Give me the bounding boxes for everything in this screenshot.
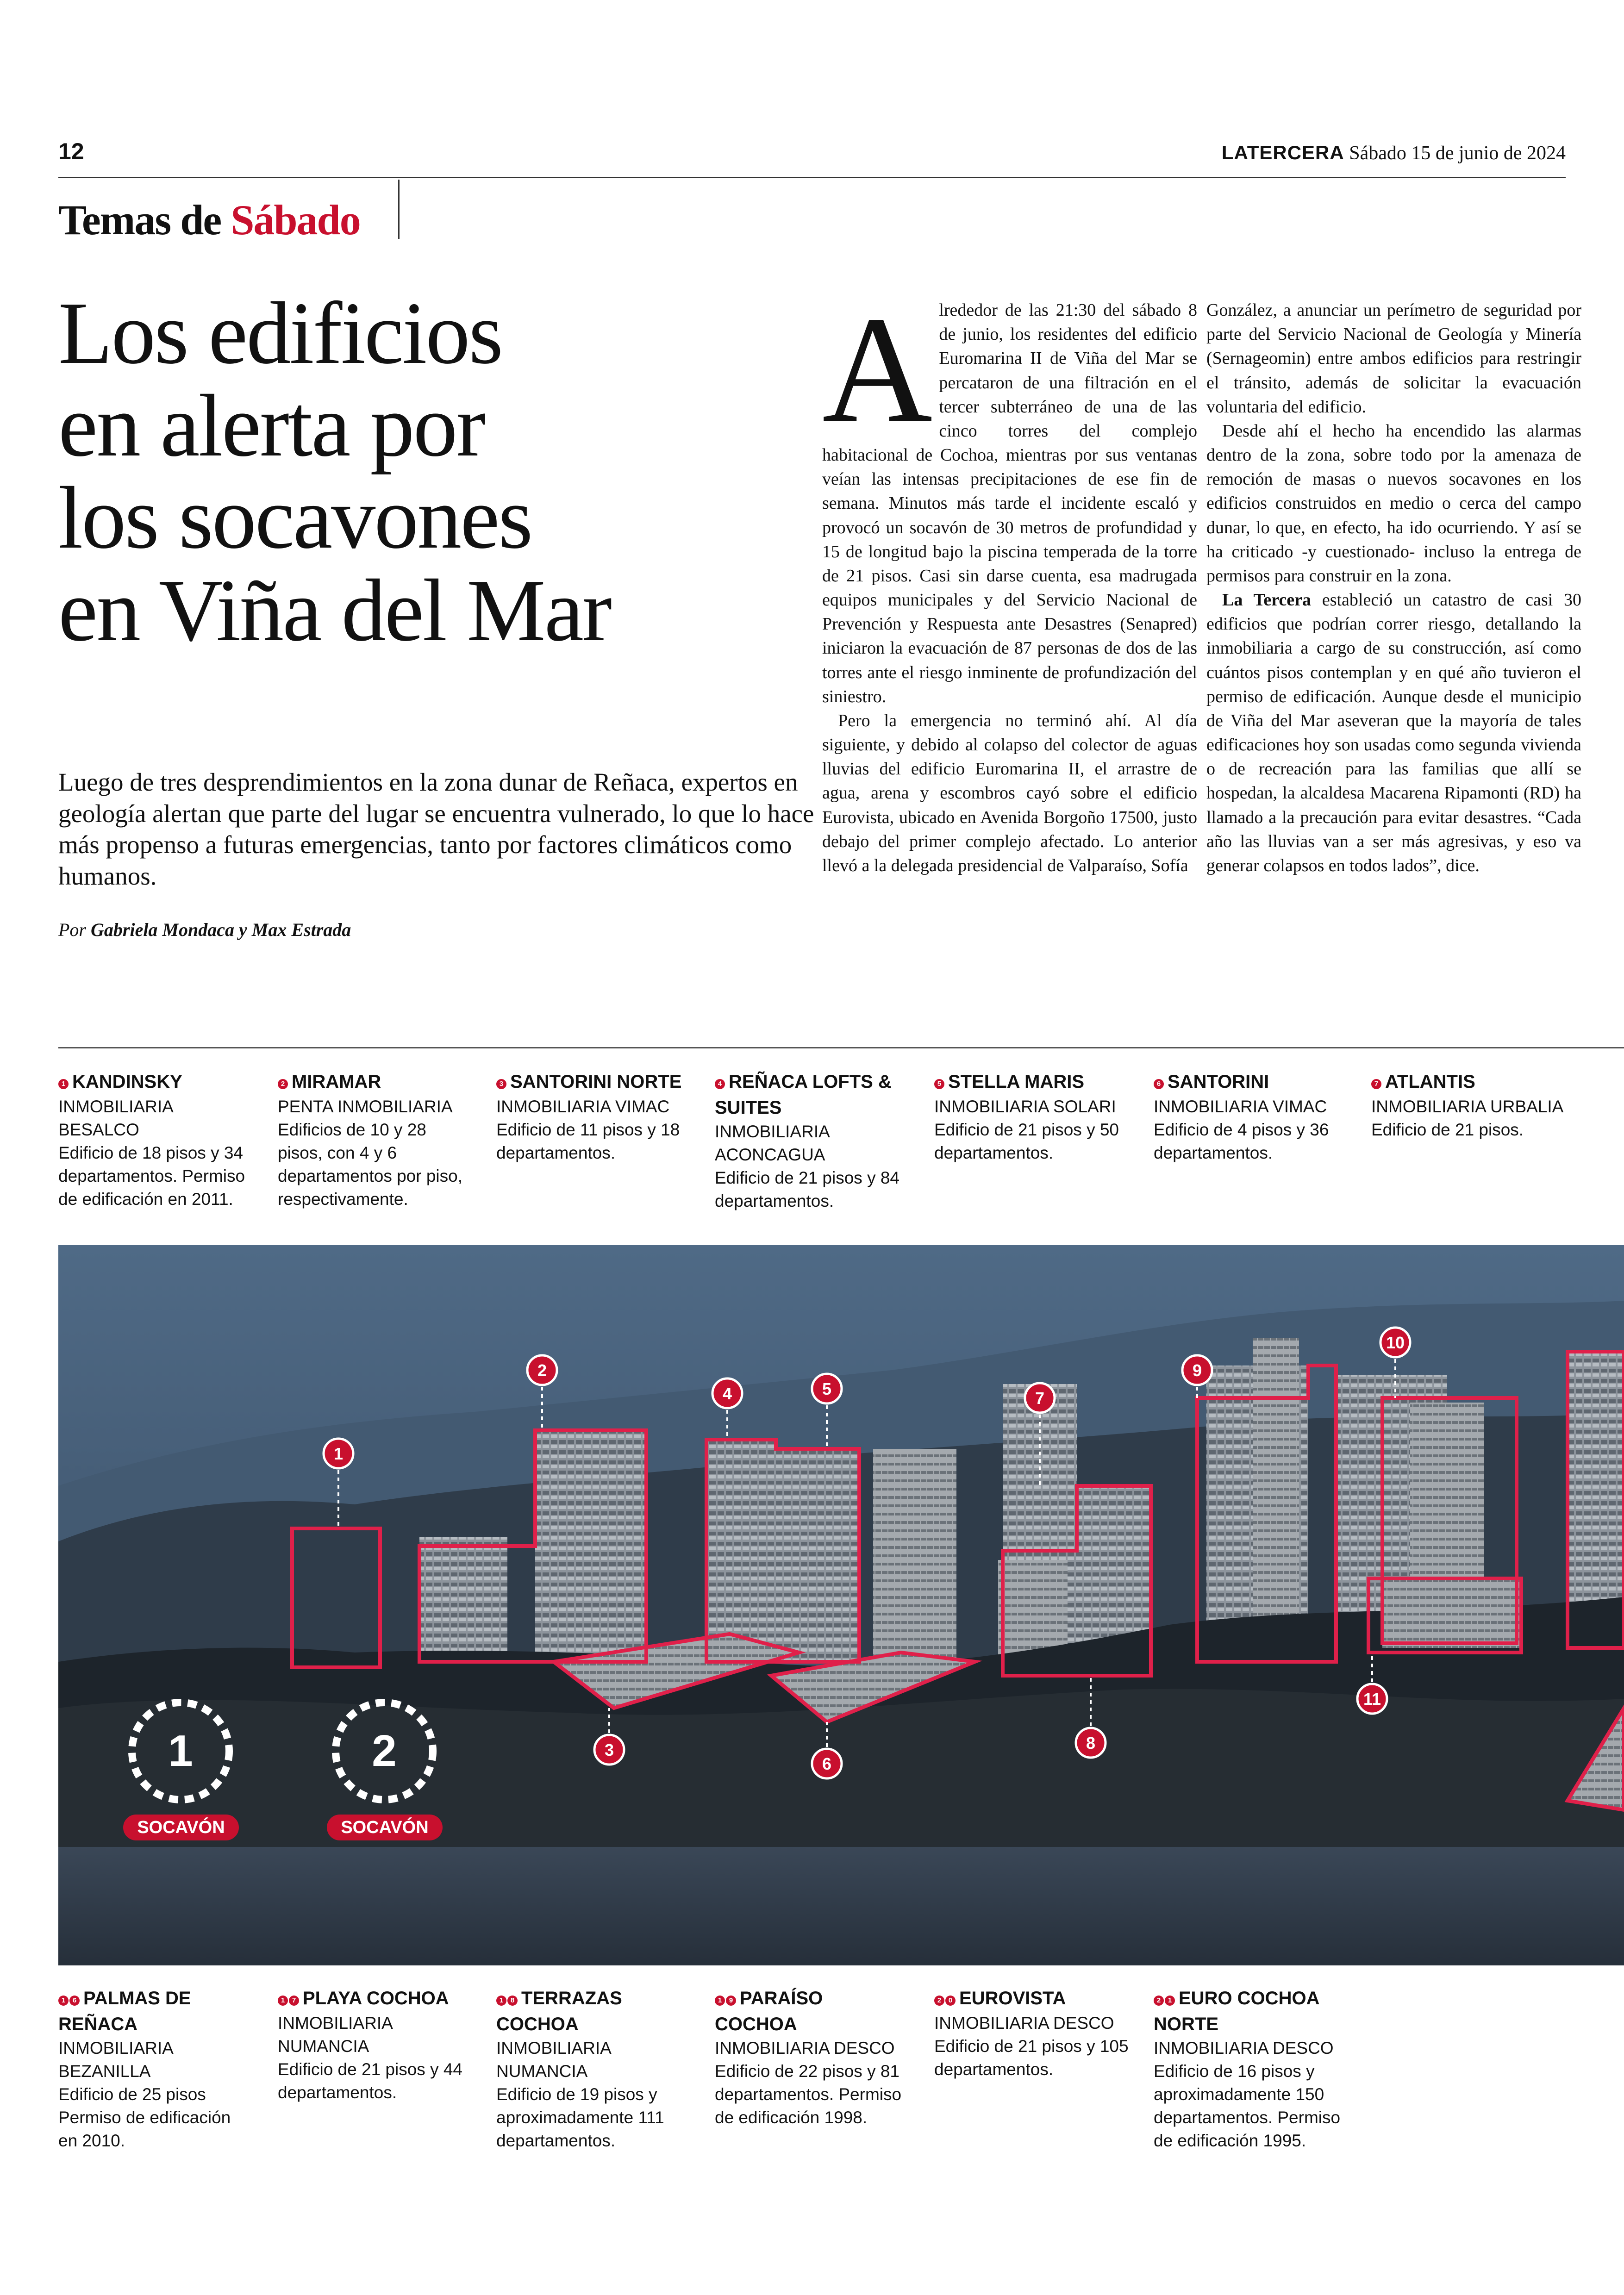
photo-marker-number: 9	[1192, 1361, 1202, 1380]
headline	[58, 284, 836, 660]
header-rule	[58, 177, 1566, 178]
building-entry	[1371, 1069, 1566, 1141]
photo-marker	[1380, 1328, 1410, 1357]
headline-line: en Viña del Mar	[58, 561, 611, 660]
building-name	[1154, 1986, 1348, 2037]
newspaper-brand: LATERCERA	[1221, 142, 1344, 163]
building-name	[496, 1986, 691, 2037]
photo-marker	[527, 1355, 557, 1385]
building-name-text: ATLANTIS	[1385, 1072, 1475, 1092]
building-number-badge: 5	[934, 1070, 945, 1095]
photo-marker	[712, 1378, 742, 1408]
photo-marker-number: 5	[822, 1379, 832, 1398]
building-name	[278, 1986, 472, 2012]
paragraph-lead: La Tercera	[1222, 590, 1311, 610]
photo-marker	[324, 1439, 353, 1468]
photo-marker	[1076, 1728, 1106, 1758]
building-entry	[1154, 1069, 1348, 1165]
building-description: Edificio de 4 pisos y 36 departamentos.	[1154, 1120, 1329, 1163]
building-description: Edificio de 21 pisos y 50 departamentos.	[934, 1120, 1119, 1163]
building-entry	[496, 1069, 691, 1165]
building-number-badge: 6	[1154, 1070, 1165, 1095]
paragraph: lrededor de las 21:30 del sábado 8 de junio, los residentes del edificio Euromarina II de Viña del Mar se percataron de una filtración en el tercer subterráneo de una de las cinco torres del complejo habitacional de Cochoa, mientras por sus ventanas veían las intensas precipitaciones de ese fin de semana. Minutos más tarde el incidente escaló y provocó un socavón de 30 metros de profundidad y 15 de longitud bajo la piscina temperada de la torre de 21 pisos. Casi sin darse cuenta, esa madrugada equipos municipales y del Servicio Nacional de Prevención y Respuesta ante Desastres (Senapred) iniciaron la evacuación de 87 personas de dos de las torres ante el riesgo inminente de profundización del siniestro.	[822, 300, 1197, 706]
headline-line: los socavones	[58, 468, 532, 568]
photo-marker	[1025, 1383, 1055, 1413]
building-description: Edificio de 21 pisos y 44 departamentos.	[278, 2060, 463, 2102]
building-entry	[278, 1069, 472, 1211]
building-entry	[58, 1069, 253, 1211]
building-entry	[496, 1986, 691, 2152]
building-name-text: PARAÍSO COCHOA	[715, 1988, 823, 2035]
photo-marker-number: 8	[1086, 1734, 1096, 1752]
headline-line: Los edificios	[58, 284, 502, 382]
photo-marker-number: 3	[604, 1740, 614, 1759]
byline-prefix: Por	[58, 919, 86, 940]
building-entry	[58, 1986, 253, 2152]
building-number-badge: 2 1	[1154, 1987, 1176, 2012]
socavon-label: SOCAVÓN	[341, 1818, 429, 1837]
building-description: Edificio de 21 pisos y 105 departamentos.	[934, 2037, 1129, 2079]
byline	[58, 919, 351, 941]
photo-marker-number: 2	[537, 1361, 547, 1380]
paragraph: González, a anunciar un perímetro de seguridad por parte del Servicio Nacional de Geología y Minería (Sernageomin) entre ambos edificios para restringir el tránsito, además de solicitar la evacuación voluntaria del edificio.	[1206, 300, 1581, 417]
buildings-photo	[58, 1245, 1624, 1965]
building-company: INMOBILIARIA SOLARI	[934, 1097, 1116, 1116]
photo-marker-number: 6	[822, 1754, 832, 1773]
paragraph: Pero la emergencia no terminó ahí. Al día siguiente, y debido al colapso del colector de aguas lluvias del edificio Euromarina II, el arrastre de agua, arena y escombros cayó sobre el edificio Eurovista, ubicado en Avenida Borgoño 17500, justo debajo del primer complejo afectado. Lo anterior llevó a la delegada presidencial de Valparaíso, Sofía	[822, 711, 1197, 875]
photo-marker-number: 4	[722, 1384, 732, 1403]
building-name	[1371, 1069, 1566, 1095]
building-number-badge: 1 7	[278, 1987, 300, 2012]
building-name-text: STELLA MARIS	[948, 1072, 1085, 1092]
building-company: INMOBILIARIA VIMAC	[496, 1097, 670, 1116]
building-number-badge: 1 8	[496, 1987, 518, 2012]
building-company: INMOBILIARIA VIMAC	[1154, 1097, 1327, 1116]
building-company: INMOBILIARIA DESCO	[1154, 2039, 1334, 2058]
building-description: Edificio de 16 pisos y aproximadamente 150 departamentos. Permiso de edificación 1995.	[1154, 2062, 1341, 2151]
building-number-badge: 7	[1371, 1070, 1382, 1095]
issue-date: Sábado 15 de junio de 2024	[1349, 143, 1566, 164]
building-number-badge: 1 6	[58, 1987, 81, 2012]
building-description: Edificio de 21 pisos y 84 departamentos.	[715, 1168, 900, 1211]
building-description: Edificios de 10 y 28 pisos, con 4 y 6 departamentos por piso, respectivamente.	[278, 1120, 463, 1209]
building-entry	[1154, 1986, 1348, 2152]
building-name-text: SANTORINI	[1168, 1072, 1269, 1092]
building-name-text: KANDINSKY	[72, 1072, 182, 1092]
section-name: Sábado	[231, 196, 360, 243]
building-number-badge: 1 9	[715, 1987, 737, 2012]
photo-marker-number: 7	[1035, 1389, 1045, 1408]
building-name-text: EUROVISTA	[959, 1988, 1066, 2008]
building-company: INMOBILIARIA BESALCO	[58, 1097, 173, 1140]
building-company: PENTA INMOBILIARIA	[278, 1097, 453, 1116]
building-name	[934, 1986, 1129, 2012]
building-name	[278, 1069, 472, 1095]
section-prefix: Temas de	[58, 196, 221, 243]
section-title	[58, 195, 360, 244]
socavon-label: SOCAVÓN	[137, 1818, 225, 1837]
building-name-text: PLAYA COCHOA	[303, 1988, 449, 2008]
building-company: INMOBILIARIA BEZANILLA	[58, 2039, 173, 2081]
building-company: INMOBILIARIA NUMANCIA	[496, 2039, 611, 2081]
section-divider	[398, 180, 400, 239]
socavon-number: 1	[168, 1726, 193, 1776]
building-company: INMOBILIARIA ACONCAGUA	[715, 1122, 829, 1165]
building-number-badge: 3	[496, 1070, 507, 1095]
paragraph: Desde ahí el hecho ha encendido las alarmas dentro de la zona, sobre todo por la amenaza de remoción de masas o nuevos socavones en los edificios construidos en medio o cerca del campo dunar, lo que, en efecto, ha ido ocurriendo. Y así se ha criticado -y cuestionado- incluso la entrega de permisos para construir en la zona.	[1206, 421, 1581, 586]
building-name-text: REÑACA LOFTS & SUITES	[715, 1072, 892, 1118]
building-description: Edificio de 21 pisos.	[1371, 1120, 1524, 1140]
drop-cap: A	[822, 285, 933, 454]
building-name-text: EURO COCHOA NORTE	[1154, 1988, 1319, 2035]
photo-marker-number: 11	[1363, 1690, 1381, 1709]
building-company: INMOBILIARIA URBALIA	[1371, 1097, 1564, 1116]
building-number-badge: 1	[58, 1070, 69, 1095]
building-number-badge: 4	[715, 1070, 726, 1095]
infographic-rule	[58, 1047, 1624, 1048]
building-name	[58, 1069, 253, 1095]
building-name	[934, 1069, 1129, 1095]
building-company: INMOBILIARIA NUMANCIA	[278, 2014, 392, 2056]
paragraph	[1206, 588, 1581, 878]
deck: Luego de tres desprendimientos en la zona dunar de Reñaca, expertos en geología alertan que parte del lugar se encuentra vulnerado, lo que lo hace más propenso a futuras emergencias, tanto por factores climáticos como humanos.	[58, 768, 814, 890]
building-company: INMOBILIARIA DESCO	[715, 2039, 895, 2058]
building-name-text: MIRAMAR	[292, 1072, 381, 1092]
building-description: Edificio de 25 pisos Permiso de edificación en 2010.	[58, 2085, 231, 2151]
byline-authors: Gabriela Mondaca y Max Estrada	[91, 919, 351, 940]
building-entry	[934, 1986, 1129, 2081]
building-name	[496, 1069, 691, 1095]
article-column-2	[1206, 298, 1581, 878]
photo-marker	[812, 1374, 842, 1403]
building-entry	[278, 1986, 472, 2104]
building-description: Edificio de 22 pisos y 81 departamentos. Permiso de edificación 1998.	[715, 2062, 902, 2127]
page-number: 12	[58, 138, 84, 164]
photo-marker	[812, 1749, 842, 1778]
building-name	[58, 1986, 253, 2037]
building-name	[715, 1069, 909, 1120]
article-column-1	[822, 285, 1197, 878]
building-description: Edificio de 18 pisos y 34 departamentos. Permiso de edificación en 2011.	[58, 1143, 245, 1209]
building-company: INMOBILIARIA DESCO	[934, 2014, 1114, 2033]
building-name-text: SANTORINI NORTE	[510, 1072, 682, 1092]
building-name-text: PALMAS DE REÑACA	[58, 1988, 191, 2035]
socavon-number: 2	[372, 1726, 397, 1776]
headline-line: en alerta por	[58, 376, 485, 475]
building-description: Edificio de 11 pisos y 18 departamentos.	[496, 1120, 680, 1163]
building-name-text: TERRAZAS COCHOA	[496, 1988, 622, 2035]
building-name	[715, 1986, 909, 2037]
paragraph-body: estableció un catastro de casi 30 edificios que podrían correr riesgo, detallando la inmobiliaria a cargo de su construcción, así como cuántos pisos contemplan y en qué año tuvieron el permiso de edificación. Aunque desde el municipio de Viña del Mar aseveran que la mayoría de tales edificaciones hoy son usadas como segunda vivienda o de recreación para las familias que allí se hospedan, la alcaldesa Macarena Ripamonti (RD) ha llamado a la precaución para evitar desastres. “Cada año las lluvias van a ser más agresivas, y eso va generar colapsos en todos lados”, dice.	[1206, 590, 1581, 875]
building-entry	[715, 1069, 909, 1213]
building-number-badge: 2 0	[934, 1987, 956, 2012]
photo-marker-number: 10	[1386, 1333, 1405, 1352]
building-entry	[715, 1986, 909, 2129]
photo-marker	[594, 1735, 624, 1765]
photo-marker	[1357, 1684, 1387, 1714]
photo-marker	[1182, 1355, 1212, 1385]
masthead	[1222, 142, 1566, 164]
building-number-badge: 2	[278, 1070, 289, 1095]
building-description: Edificio de 19 pisos y aproximadamente 111 departamentos.	[496, 2085, 664, 2151]
building-entry	[934, 1069, 1129, 1165]
building-name	[1154, 1069, 1348, 1095]
photo-marker-number: 1	[333, 1444, 344, 1463]
sea	[58, 1847, 1624, 1965]
